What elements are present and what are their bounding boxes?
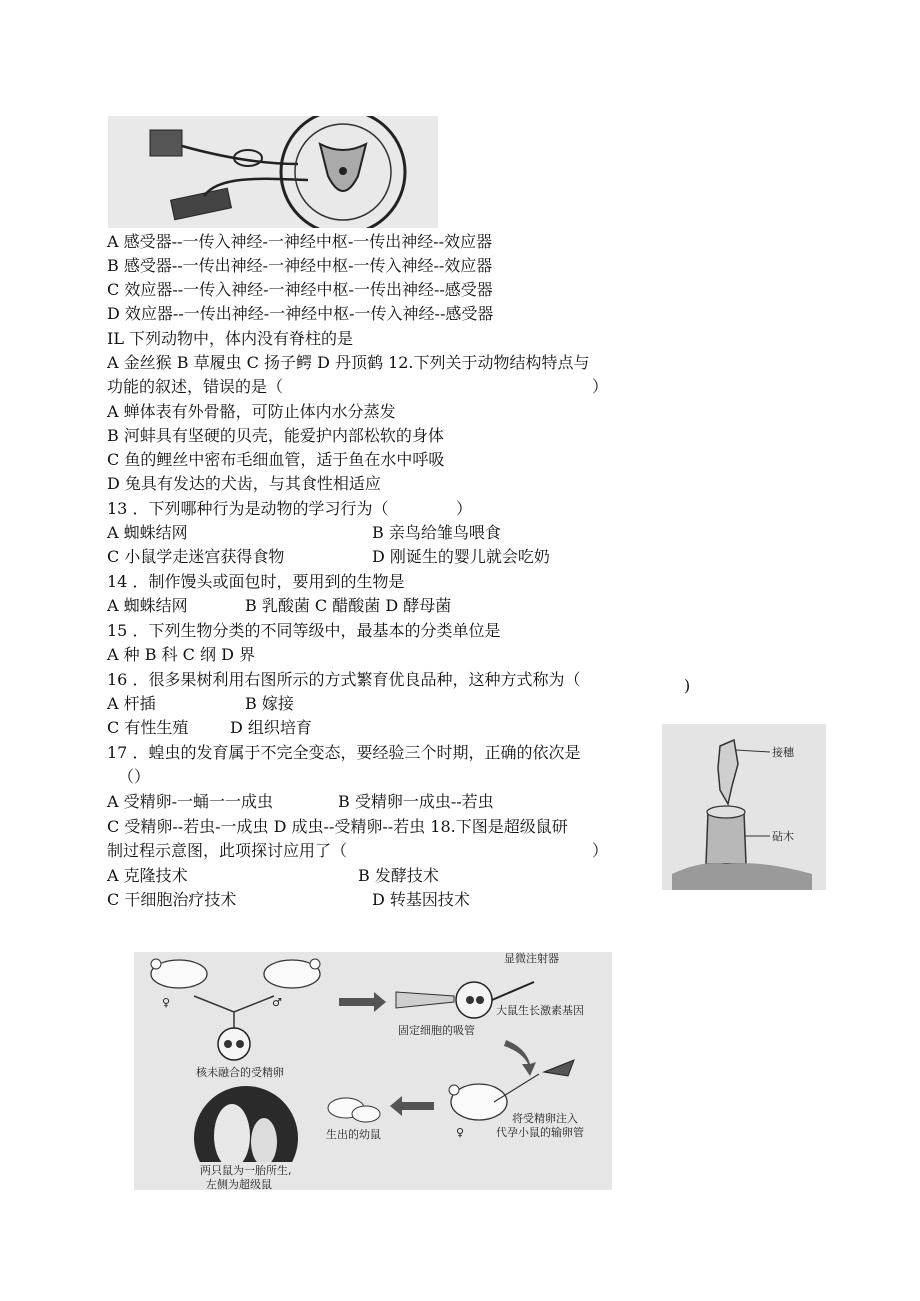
implant-label-2: 代孕小鼠的输卵管 bbox=[496, 1126, 584, 1139]
q12-option-b: B 河蚌具有坚硬的贝壳，能爱护内部松软的身体 bbox=[107, 426, 444, 445]
q14-options-bcd: B 乳酸菌 C 醋酸菌 D 酵母菌 bbox=[245, 596, 452, 615]
scion-label: 接穗 bbox=[772, 746, 794, 759]
q18-option-d: D 转基因技术 bbox=[372, 890, 470, 909]
reflex-arc-figure bbox=[108, 116, 438, 228]
q12-close-paren: ） bbox=[592, 377, 609, 396]
q16-option-d: D 组织培育 bbox=[230, 718, 312, 737]
q12-option-d: D 兔具有发达的犬齿，与其食性相适应 bbox=[107, 474, 381, 493]
super-mouse-figure bbox=[134, 952, 612, 1190]
q11-options-q12-start: A 金丝猴 B 草履虫 C 扬子鳄 D 丹顶鹤 12.下列关于动物结构特点与 bbox=[107, 353, 590, 372]
q18-option-b: B 发酵技术 bbox=[358, 866, 439, 885]
q18-close-paren: ） bbox=[592, 841, 609, 860]
pipette-label: 固定细胞的吸管 bbox=[398, 1024, 475, 1037]
q13-option-a: A 蜘蛛结网 bbox=[107, 523, 188, 542]
q12-option-c: C 鱼的鲤丝中密布毛细血管，适于鱼在水中呼吸 bbox=[107, 450, 445, 469]
injector-label: 显微注射器 bbox=[504, 952, 559, 965]
q14-option-a: A 蜘蛛结网 bbox=[107, 596, 188, 615]
q16-stem: 16 ．很多果树利用右图所示的方式繁育优良品种，这种方式称为（ bbox=[107, 670, 581, 689]
q18-option-a: A 克隆技术 bbox=[107, 866, 188, 885]
q10-option-b: B 感受器--一传出神经-一神经中枢-一传入神经--效应器 bbox=[107, 256, 493, 275]
stock-label: 砧木 bbox=[772, 830, 794, 843]
q13-close-paren: ） bbox=[456, 499, 473, 518]
result-label-1: 两只鼠为一胎所生, bbox=[200, 1164, 292, 1177]
q13-option-c: C 小鼠学走迷宫获得食物 bbox=[107, 547, 285, 566]
q17-paren: （） bbox=[118, 767, 151, 786]
q13-option-b: B 亲鸟给雏鸟喂食 bbox=[372, 523, 501, 542]
q10-option-a: A 感受器--一传入神经-一神经中枢-一传出神经--效应器 bbox=[107, 232, 493, 251]
q10-option-d: D 效应器--一传出神经-一神经中枢-一传入神经--感受器 bbox=[107, 304, 494, 323]
q16-close-paren: ) bbox=[684, 676, 691, 695]
result-label-2: 左侧为超级鼠 bbox=[206, 1178, 272, 1190]
q16-option-c: C 有性生殖 bbox=[107, 718, 189, 737]
q15-stem: 15 ．下列生物分类的不同等级中，最基本的分类单位是 bbox=[107, 621, 501, 640]
q16-option-b: B 嫁接 bbox=[245, 694, 294, 713]
egg-label: 核未融合的受精卵 bbox=[196, 1066, 284, 1079]
female-symbol: ♀ bbox=[162, 996, 171, 1009]
q17-option-a: A 受精卵-一蛹一一成虫 bbox=[107, 792, 274, 811]
q16-option-a: A 杆插 bbox=[107, 694, 156, 713]
grafting-figure bbox=[662, 724, 826, 890]
q15-options: A 种 B 科 C 纲 D 界 bbox=[107, 645, 255, 664]
gene-label: 大鼠生长激素基因 bbox=[496, 1004, 584, 1017]
q17-option-b: B 受精卵一成虫--若虫 bbox=[338, 792, 494, 811]
q18-stem-cont: 制过程示意图，此项探讨应用了（ bbox=[107, 841, 348, 860]
male-symbol: ♂ bbox=[272, 996, 282, 1009]
q17-stem: 17 ．蝗虫的发育属于不完全变态，要经验三个时期，正确的依次是 bbox=[107, 743, 581, 762]
surrogate-female-symbol: ♀ bbox=[456, 1126, 465, 1139]
implant-label-1: 将受精卵注入 bbox=[512, 1112, 578, 1125]
q12-stem-cont: 功能的叙述，错误的是（ bbox=[107, 377, 284, 396]
q10-option-c: C 效应器--一传入神经-一神经中枢-一传出神经--感受器 bbox=[107, 280, 493, 299]
q18-option-c: C 干细胞治疗技术 bbox=[107, 890, 237, 909]
q17-options-cd-q18-start: C 受精卵--若虫-一成虫 D 成虫--受精卵--若虫 18.下图是超级鼠研 bbox=[107, 817, 568, 836]
q13-option-d: D 刚诞生的婴儿就会吃奶 bbox=[372, 547, 550, 566]
q13-stem: 13 ．下列哪种行为是动物的学习行为（ bbox=[107, 499, 389, 518]
q14-stem: 14 ．制作馒头或面包时，要用到的生物是 bbox=[107, 572, 405, 591]
q11-stem: IL 下列动物中，体内没有脊柱的是 bbox=[107, 329, 354, 348]
q12-option-a: A 蝉体表有外骨骼，可防止体内水分蒸发 bbox=[107, 402, 396, 421]
pups-label: 生出的幼鼠 bbox=[326, 1128, 381, 1141]
